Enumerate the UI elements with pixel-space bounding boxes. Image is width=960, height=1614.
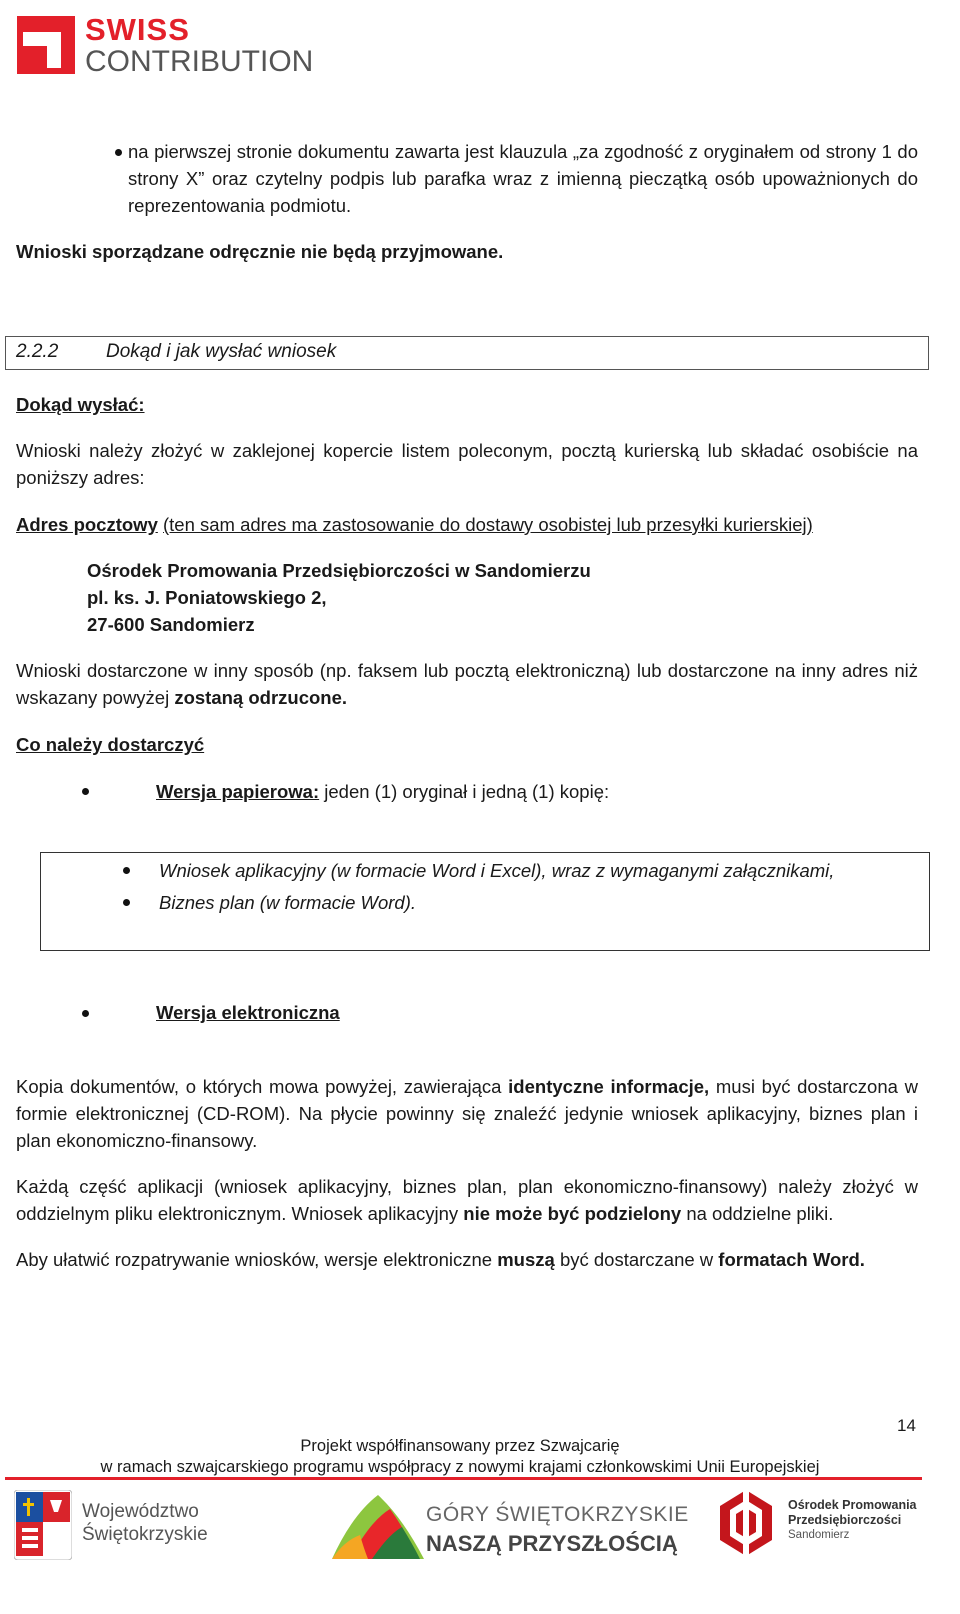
address-line1: Ośrodek Promowania Przedsiębiorczości w Sandomierzu (87, 560, 591, 581)
para1-pre: Kopia dokumentów, o których mowa powyżej, zawierająca (16, 1076, 502, 1097)
paragraph-2 (16, 1173, 918, 1227)
para3-bold1: muszą (497, 1249, 555, 1270)
paragraph-3 (16, 1246, 918, 1273)
para2-pre: Każdą część aplikacji (wniosek aplikacyjny, biznes plan, plan ekonomiczno-finansowy) należy złożyć w oddzielnym pliku elektronicznym. Wniosek aplikacyjny (16, 1176, 918, 1224)
logo-line1: SWISS (85, 12, 190, 47)
paper-version-line (156, 778, 609, 805)
rejected-bold: zostaną odrzucone. (174, 687, 348, 708)
bullet-icon (82, 788, 89, 795)
rejected-text (16, 657, 918, 711)
logo3-line1: Ośrodek Promowania (788, 1498, 917, 1512)
where-heading: Dokąd wysłać: (16, 394, 145, 415)
paper-item-1: Wniosek aplikacyjny (w formacie Word i Excel), wraz z wymaganymi załącznikami, (159, 860, 835, 881)
logo-line2: CONTRIBUTION (85, 45, 314, 78)
para3-pre: Aby ułatwić rozpatrywanie wniosków, wersje elektroniczne (16, 1249, 493, 1270)
intro-bullet-text: na pierwszej stronie dokumentu zawarta jest klauzula „za zgodność z oryginałem od strony 1 do strony X” oraz czytelny podpis lub parafka wraz z imienną pieczątką osób upoważnionych do reprezentowania podmiotu. (128, 141, 918, 216)
mountains-icon (332, 1487, 424, 1563)
section-number: 2.2.2 (16, 341, 59, 362)
logo1-line2: Świętokrzyskie (82, 1524, 208, 1545)
para3-bold2: formatach Word. (718, 1249, 865, 1270)
logo2-line1: GÓRY ŚWIĘTOKRZYSKIE (426, 1503, 689, 1526)
swiss-cross-icon (17, 16, 75, 74)
page-number: 14 (897, 1416, 916, 1435)
wojewodztwo-logo (14, 1490, 214, 1560)
para3-mid: być dostarczane w (559, 1249, 714, 1270)
bullet-icon (123, 867, 130, 874)
paper-version-text: jeden (1) oryginał i jedną (1) kopię: (324, 781, 610, 802)
where-text: Wnioski należy złożyć w zaklejonej kopercie listem poleconym, pocztą kurierską lub składać osobiście na poniższy adres: (16, 440, 918, 488)
bullet-icon (82, 1010, 89, 1017)
bullet-icon (115, 149, 122, 156)
coat-of-arms-icon (14, 1490, 72, 1560)
logo3-line3: Sandomierz (788, 1529, 850, 1541)
ospp-logo (716, 1488, 936, 1564)
logo2-line2: NASZĄ PRZYSZŁOŚCIĄ (426, 1531, 678, 1556)
para2-post: na oddzielne pliki. (686, 1203, 834, 1224)
address-line3: 27-600 Sandomierz (87, 614, 255, 635)
paper-version-label: Wersja papierowa: (156, 781, 320, 802)
swiss-contribution-logo (17, 12, 314, 80)
handwritten-note: Wnioski sporządzane odręcznie nie będą przyjmowane. (16, 241, 504, 262)
ospp-emblem-icon (716, 1488, 776, 1558)
logo1-line1: Województwo (82, 1501, 199, 1522)
rejected-plain: Wnioski dostarczone w inny sposób (np. faksem lub pocztą elektroniczną) lub dostarczone na inny adres niż wskazany powyżej (16, 660, 918, 708)
para2-bold: nie może być podzielony (463, 1203, 682, 1224)
paragraph-1 (16, 1073, 918, 1154)
postal-label: Adres pocztowy (16, 514, 158, 535)
address-line2: pl. ks. J. Poniatowskiego 2, (87, 587, 327, 608)
footer-line1: Projekt współfinansowany przez Szwajcarię (300, 1437, 620, 1455)
para1-post: musi być dostarczona w formie elektronicznej (CD-ROM). Na płycie powinny się znaleźć jedynie wniosek aplikacyjny, biznes plan i plan ekonomiczno-finansowy. (16, 1076, 918, 1151)
postal-address-line (16, 511, 926, 538)
bullet-icon (123, 899, 130, 906)
deliver-heading: Co należy dostarczyć (16, 734, 205, 755)
section-title: Dokąd i jak wysłać wniosek (106, 341, 337, 362)
paper-item-2: Biznes plan (w formacie Word). (159, 892, 417, 913)
footer-line2: w ramach szwajcarskiego programu współpracy z nowymi krajami członkowskimi Unii Europejskiej (100, 1458, 820, 1476)
footer-divider (5, 1477, 922, 1480)
para1-bold: identyczne informacje, (508, 1076, 710, 1097)
gory-swietokrzyskie-logo (332, 1487, 689, 1563)
electronic-version-label: Wersja elektroniczna (156, 1002, 340, 1023)
postal-note: (ten sam adres ma zastosowanie do dostawy osobistej lub przesyłki kurierskiej) (163, 514, 813, 535)
logo3-line2: Przedsiębiorczości (788, 1513, 902, 1527)
